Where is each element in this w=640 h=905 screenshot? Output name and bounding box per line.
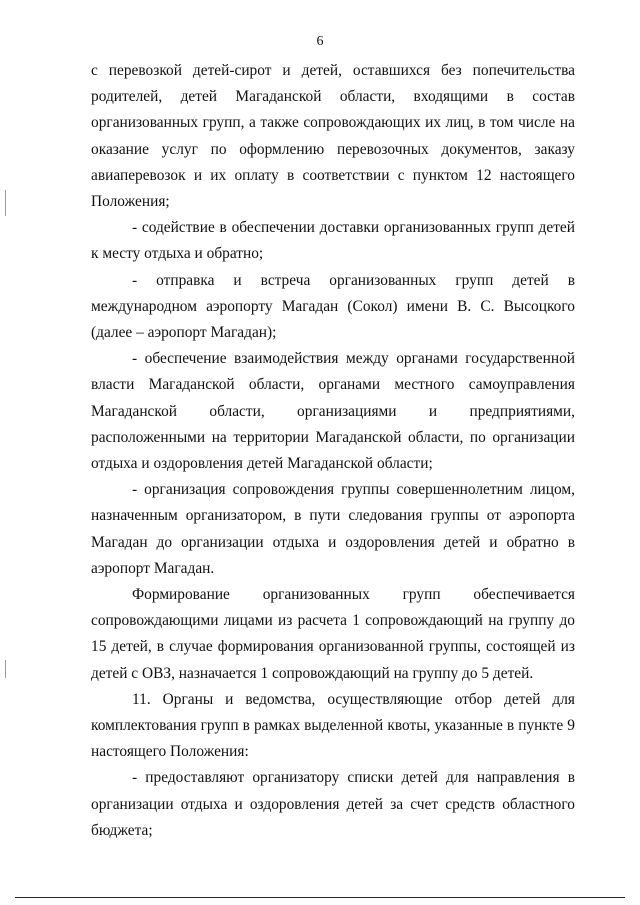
document-body xyxy=(91,58,575,844)
paragraph: Формирование организованных групп обеспечивается сопровождающими лицами из расчета 1 сопровождающий на группу до 15 детей, в случае формирования организованной группы, состоящей из детей с ОВЗ, назначается 1 сопровождающий на группу до 5 детей. xyxy=(91,586,575,682)
paragraph: - организация сопровождения группы совершеннолетним лицом, назначенным организатором, в пути следования группы от аэропорта Магадан до организации отдыха и оздоровления детей и обратно в аэропорт Магадан. xyxy=(91,481,575,577)
paragraph: - содействие в обеспечении доставки организованных групп детей к месту отдыха и обратно; xyxy=(91,219,575,263)
page-bottom-rule xyxy=(15,897,625,898)
paragraph: - предоставляют организатору списки детей для направления в организации отдыха и оздоровления детей за счет средств областного бюджета; xyxy=(91,769,575,839)
scan-margin-mark xyxy=(5,190,6,216)
paragraph: 11. Органы и ведомства, осуществляющие отбор детей для комплектования групп в рамках выделенной квоты, указанные в пункте 9 настоящего Положения: xyxy=(91,690,575,761)
page-number: 6 xyxy=(316,34,324,49)
scan-margin-mark xyxy=(5,660,6,678)
paragraph: - отправка и встреча организованных групп детей в международном аэропорту Магадан (Сокол) имени В. С. Высоцкого (далее – аэропорт Магадан); xyxy=(91,271,575,342)
paragraph: с перевозкой детей-сирот и детей, оставшихся без попечительства родителей, детей Магаданской области, входящими в состав организованных групп, а также сопровождающих их лиц, в том числе на оказание услуг по оформлению перевозочных документов, заказу авиаперевозок и их оплату в соответствии с пунктом 12 настоящего Положения; xyxy=(91,62,575,211)
paragraph: - обеспечение взаимодействия между органами государственной власти Магаданской области, органами местного самоуправления Магаданской области, организациями и предприятиями, расположенными на территории Магаданской области, по организации отдыха и оздоровления детей Магаданской области; xyxy=(91,350,575,473)
